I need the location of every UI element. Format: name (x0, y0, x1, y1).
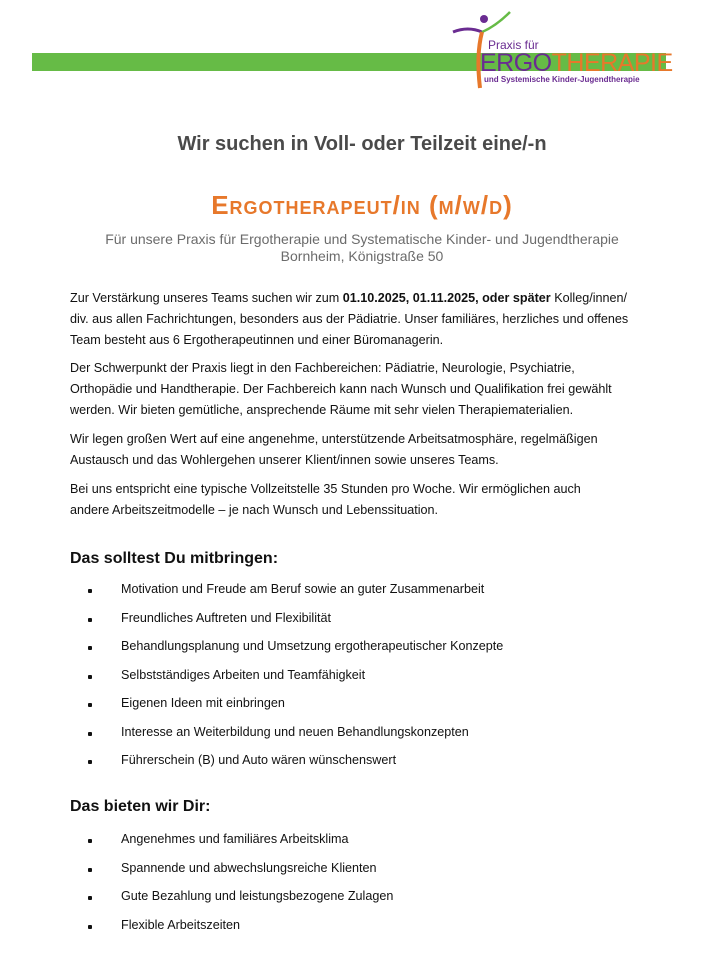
list-item: Selbstständiges Arbeiten und Teamfähigkeit (121, 668, 366, 682)
intro-p1-line-3: Team besteht aus 6 Ergotherapeutinnen und einer Büromanagerin. (70, 333, 444, 347)
logo-wordmark (480, 50, 673, 76)
list-item: Flexible Arbeitszeiten (121, 918, 241, 932)
intro-p2-line-3: werden. Wir bieten gemütliche, ansprechende Räume mit sehr vielen Therapiematerialien. (70, 403, 574, 417)
logo-wordmark-therapie: THERAPIE (551, 49, 673, 77)
bullet-icon (88, 646, 92, 650)
intro-p3-line-2: Austausch und das Wohlergehen unserer Klient/innen sowie unseres Teams. (70, 453, 499, 467)
offers-heading: Das bieten wir Dir: (70, 798, 211, 815)
intro-p1-text-pre: Zur Verstärkung unseres Teams suchen wir zum (70, 291, 343, 305)
list-item: Spannende und abwechslungsreiche Klienten (121, 861, 377, 875)
bullet-icon (88, 675, 92, 679)
bullet-icon (88, 732, 92, 736)
practice-logo (450, 10, 680, 100)
requirements-heading: Das solltest Du mitbringen: (70, 550, 279, 567)
logo-top-line: Praxis für (488, 38, 539, 52)
bullet-icon (88, 925, 92, 929)
bullet-icon (88, 839, 92, 843)
bullet-icon (88, 703, 92, 707)
list-item: Freundliches Auftreten und Flexibilität (121, 611, 332, 625)
bullet-icon (88, 760, 92, 764)
bullet-icon (88, 618, 92, 622)
intro-p4-line-1: Bei uns entspricht eine typische Vollzeitstelle 35 Stunden pro Woche. Wir ermöglichen auch (70, 482, 581, 496)
subtitle-line-1: Für unsere Praxis für Ergotherapie und Systematische Kinder- und Jugendtherapie (105, 231, 619, 247)
list-item: Motivation und Freude am Beruf sowie an guter Zusammenarbeit (121, 582, 485, 596)
intro-paragraph-3 (70, 429, 670, 471)
list-item: Gute Bezahlung und leistungsbezogene Zulagen (121, 889, 394, 903)
intro-p1-text-post: Kolleg/innen/ (550, 291, 628, 305)
intro-p2-line-1: Der Schwerpunkt der Praxis liegt in den Fachbereichen: Pädiatrie, Neurologie, Psychiatrie, (70, 361, 575, 375)
list-item: Eigenen Ideen mit einbringen (121, 696, 285, 710)
list-item: Behandlungsplanung und Umsetzung ergotherapeutischer Konzepte (121, 639, 504, 653)
bullet-icon (88, 589, 92, 593)
list-item: Führerschein (B) und Auto wären wünschenswert (121, 753, 397, 767)
intro-paragraph-4 (70, 479, 670, 521)
job-title: Ergotherapeut/in (m/w/d) (211, 190, 513, 220)
intro-paragraph-1 (70, 288, 670, 351)
bullet-icon (88, 896, 92, 900)
logo-wordmark-ergo: ERGO (480, 49, 552, 77)
intro-p4-line-2: andere Arbeitszeitmodelle – je nach Wunsch und Lebenssituation. (70, 503, 439, 517)
intro-p1-line-1 (70, 288, 670, 309)
subtitle-line-2: Bornheim, Königstraße 50 (280, 248, 444, 264)
logo-sub-line: und Systemische Kinder-Jugendtherapie (484, 75, 640, 84)
list-item: Interesse an Weiterbildung und neuen Behandlungskonzepten (121, 725, 469, 739)
list-item: Angenehmes und familiäres Arbeitsklima (121, 832, 349, 846)
bullet-icon (88, 868, 92, 872)
page-headline: Wir suchen in Voll- oder Teilzeit eine/-n (177, 133, 547, 155)
intro-p2-line-2: Orthopädie und Handtherapie. Der Fachbereich kann nach Wunsch und Qualifikation frei gewählt (70, 382, 612, 396)
intro-p3-line-1: Wir legen großen Wert auf eine angenehme, unterstützende Arbeitsatmosphäre, regelmäßigen (70, 432, 598, 446)
intro-p1-dates: 01.10.2025, 01.11.2025, oder später (342, 291, 551, 305)
intro-paragraph-2 (70, 358, 670, 421)
intro-p1-line-2: div. aus allen Fachrichtungen, besonders aus der Pädiatrie. Unser familiäres, herzliches und offenes (70, 312, 629, 326)
